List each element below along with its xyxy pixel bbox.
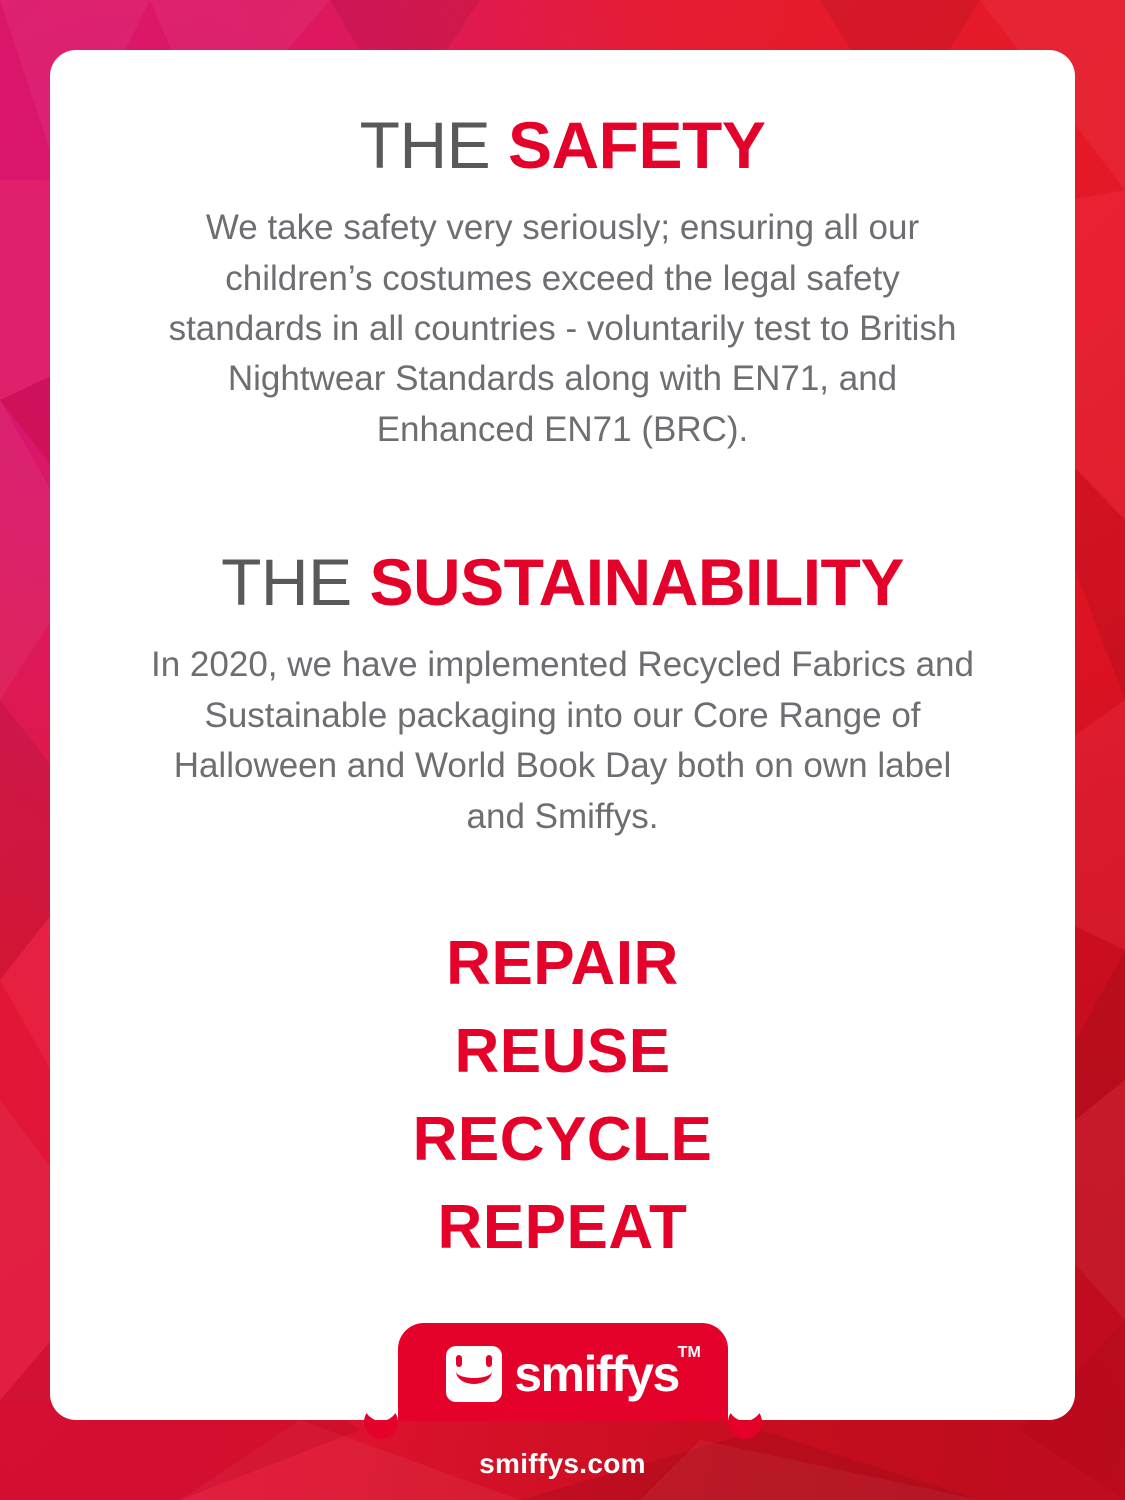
section-title-sustainability (112, 547, 1013, 618)
section-sustainability (112, 547, 1013, 842)
smile-square-icon (446, 1346, 502, 1402)
section-body-sustainability: In 2020, we have implemented Recycled Fabrics and Sustainable packaging into our Core Range of Halloween and World Book Day both on own label and Smiffys. (151, 645, 974, 836)
section-title-accent: SAFETY (507, 108, 766, 182)
slogan-item: REUSE (454, 1017, 671, 1087)
section-title-prefix: THE (359, 108, 508, 182)
brand-wordmark (514, 1344, 701, 1402)
slogan-item: REPAIR (446, 929, 679, 999)
logo-badge (398, 1323, 728, 1421)
slogan-item: RECYCLE (412, 1105, 713, 1175)
section-title-safety (112, 110, 1013, 181)
slogan-item: REPEAT (437, 1193, 688, 1263)
website-url[interactable]: smiffys.com (479, 1448, 646, 1479)
section-body-safety: We take safety very seriously; ensuring all our children’s costumes exceed the legal safety standards in all countries - voluntarily test to British Nightwear Standards along with EN71, and Enhanced EN71 (BRC). (168, 208, 957, 449)
content-card (50, 50, 1075, 1420)
brand-logo (446, 1344, 701, 1402)
slogan-list (112, 920, 1013, 1272)
brand-name: smiffys (514, 1346, 679, 1402)
section-title-prefix: THE (221, 545, 370, 620)
section-title-accent: SUSTAINABILITY (369, 545, 904, 620)
trademark-symbol: TM (677, 1344, 701, 1361)
